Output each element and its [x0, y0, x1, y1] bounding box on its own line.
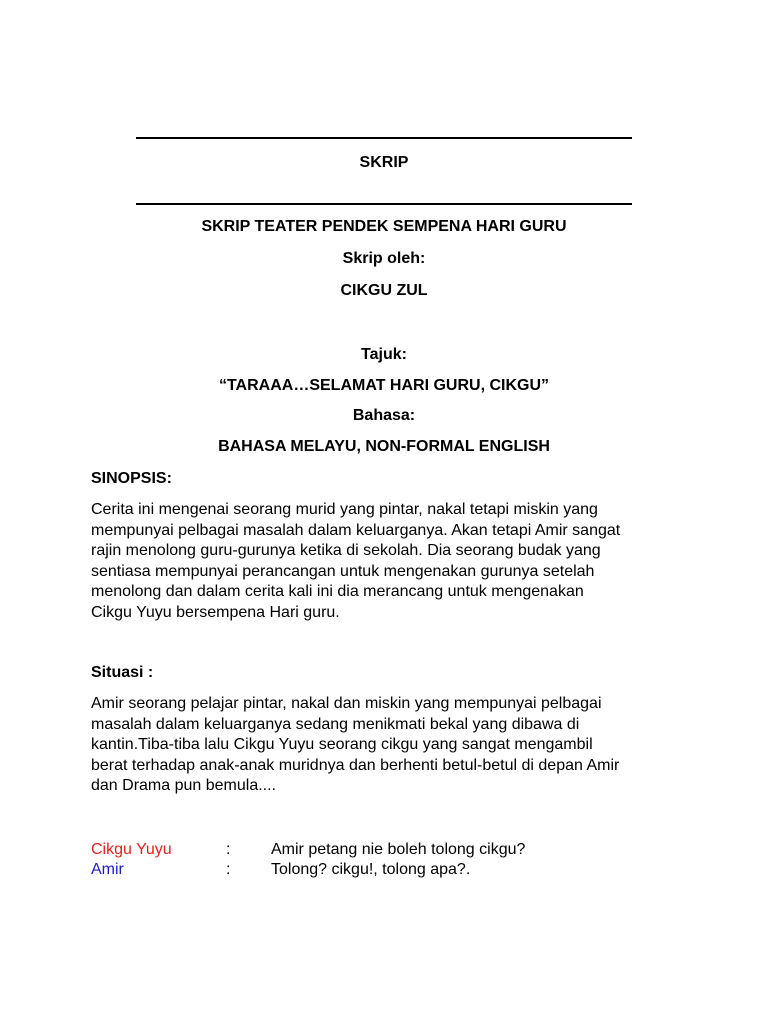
- situasi-line: kantin.Tiba-tiba lalu Cikgu Yuyu seorang cikgu yang sangat mengambil: [91, 736, 593, 753]
- situasi-paragraph: [91, 694, 691, 797]
- sinopsis-line: Cerita ini mengenai seorang murid yang pintar, nakal tetapi miskin yang: [91, 501, 598, 518]
- speaker-name: Amir: [91, 861, 124, 878]
- script-subtitle: SKRIP TEATER PENDEK SEMPENA HARI GURU: [201, 218, 567, 235]
- situasi-line: masalah dalam keluarganya sedang menikmati bekal yang dibawa di: [91, 715, 580, 733]
- bahasa-label: Bahasa:: [352, 407, 416, 424]
- author-name: CIKGU ZUL: [340, 282, 428, 299]
- sinopsis-heading: SINOPSIS:: [91, 470, 172, 487]
- sinopsis-paragraph: [91, 500, 691, 623]
- sinopsis-line: mempunyai pelbagai masalah dalam keluarganya. Akan tetapi Amir sangat: [91, 521, 621, 539]
- author-label: Skrip oleh:: [342, 250, 426, 267]
- dialogue-text: Amir petang nie boleh tolong cikgu?: [271, 841, 526, 858]
- speaker-separator: :: [226, 841, 231, 858]
- sinopsis-line: menolong dan dalam cerita kali ini dia merancang untuk mengenakan: [91, 583, 584, 600]
- speaker-name: Cikgu Yuyu: [91, 841, 172, 858]
- tajuk-label: Tajuk:: [361, 346, 407, 363]
- dialogue-text: Tolong? cikgu!, tolong apa?.: [271, 861, 471, 878]
- sinopsis-line: Cikgu Yuyu bersempena Hari guru.: [91, 603, 340, 621]
- bottom-rule: [136, 203, 632, 205]
- sinopsis-line: sentiasa mempunyai perancangan untuk mengenakan gurunya setelah: [91, 562, 595, 580]
- situasi-line: berat terhadap anak-anak muridnya dan berhenti betul-betul di depan Amir: [91, 756, 620, 774]
- dialogue-line: [91, 860, 691, 880]
- bahasa-value: BAHASA MELAYU, NON-FORMAL ENGLISH: [218, 438, 550, 455]
- situasi-heading: Situasi :: [91, 664, 154, 681]
- tajuk-value: “TARAAA…SELAMAT HARI GURU, CIKGU”: [218, 377, 550, 394]
- dialogue-line: [91, 840, 691, 860]
- situasi-line: Amir seorang pelajar pintar, nakal dan miskin yang mempunyai pelbagai: [91, 695, 602, 712]
- script-title: SKRIP: [359, 154, 409, 171]
- situasi-line: dan Drama pun bemula....: [91, 777, 276, 794]
- speaker-separator: :: [226, 861, 231, 878]
- top-rule: [136, 137, 632, 139]
- sinopsis-line: rajin menolong guru-gurunya ketika di sekolah. Dia seorang budak yang: [91, 542, 601, 559]
